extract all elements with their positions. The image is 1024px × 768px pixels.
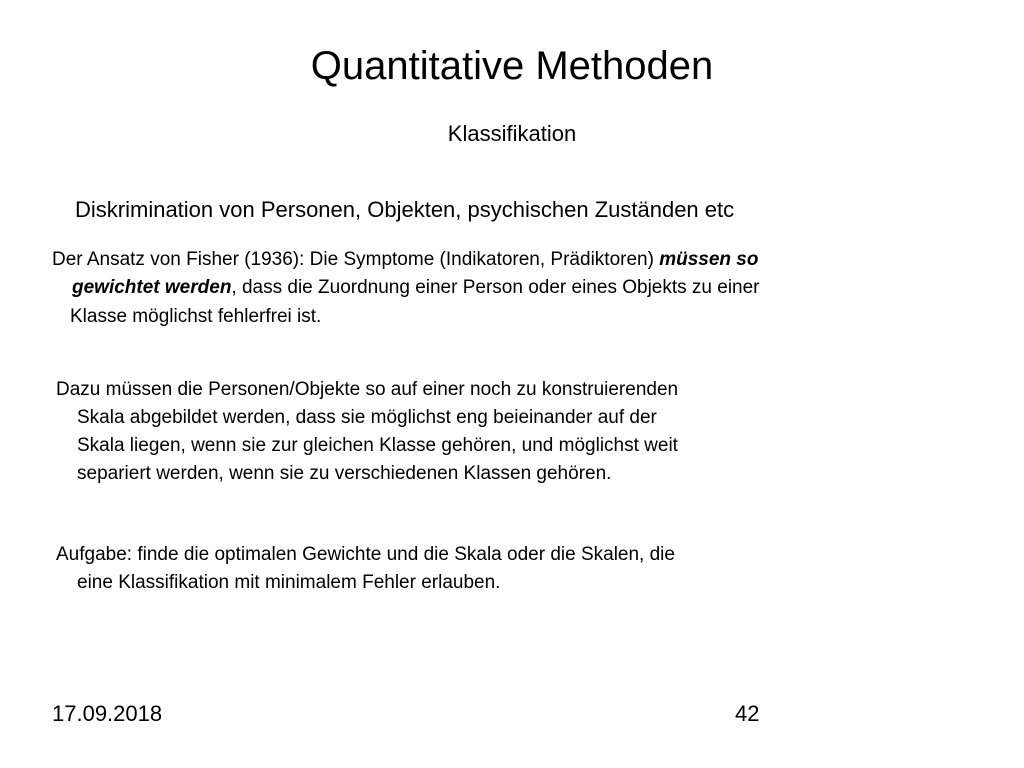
slide-title: Quantitative Methoden xyxy=(310,44,714,88)
paragraph-fisher-emphasis-2: gewichtet werden xyxy=(72,277,232,298)
paragraph-fisher-emphasis-1: müssen so xyxy=(659,249,759,270)
paragraph-task-line-1: Aufgabe: finde die optimalen Gewichte und die Skala oder die Skalen, die xyxy=(56,544,675,565)
footer-date: 17.09.2018 xyxy=(52,701,163,726)
topic-heading: Diskrimination von Personen, Objekten, psychischen Zuständen etc xyxy=(75,197,735,222)
slide-subtitle: Klassifikation xyxy=(447,121,577,146)
paragraph-fisher-text-1: Der Ansatz von Fisher (1936): Die Symptome (Indikatoren, Prädiktoren) xyxy=(52,249,660,270)
paragraph-scale-line-4: separiert werden, wenn sie zu verschiedenen Klassen gehören. xyxy=(77,463,612,484)
paragraph-fisher-line-1 xyxy=(52,248,758,272)
paragraph-scale-line-3: Skala liegen, wenn sie zur gleichen Klasse gehören, und möglichst weit xyxy=(77,435,678,456)
paragraph-fisher-line-2 xyxy=(72,276,760,300)
paragraph-task-line-2: eine Klassifikation mit minimalem Fehler erlauben. xyxy=(77,572,501,593)
paragraph-fisher-text-2: , dass die Zuordnung einer Person oder eines Objekts zu einer xyxy=(231,277,760,298)
paragraph-scale-line-2: Skala abgebildet werden, dass sie möglichst eng beieinander auf der xyxy=(77,407,657,428)
paragraph-fisher-line-3: Klasse möglichst fehlerfrei ist. xyxy=(70,306,322,327)
footer-page-number: 42 xyxy=(735,701,760,726)
paragraph-scale-line-1: Dazu müssen die Personen/Objekte so auf einer noch zu konstruierenden xyxy=(56,379,679,400)
